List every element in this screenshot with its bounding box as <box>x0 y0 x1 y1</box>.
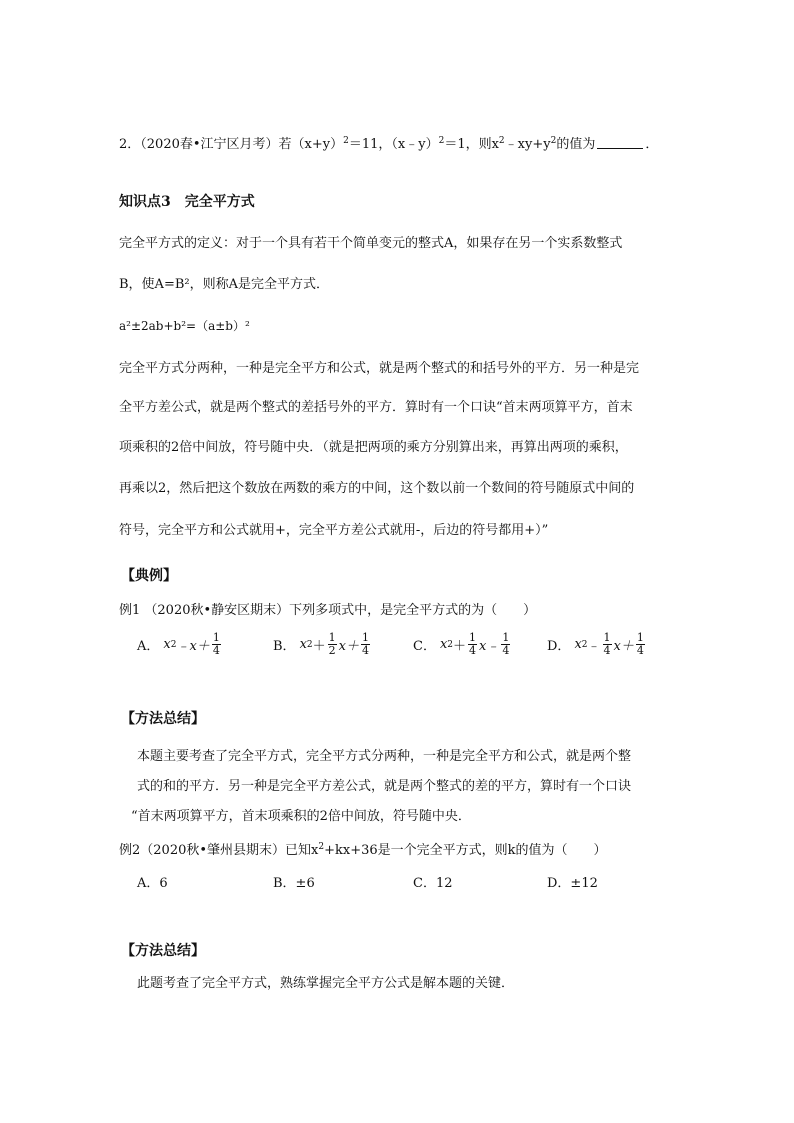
denominator: 4 <box>603 644 611 657</box>
fraction <box>468 632 477 657</box>
numerator: 1 <box>502 631 510 644</box>
option-label: C． <box>413 639 436 654</box>
exponent: 2 <box>550 136 557 146</box>
denominator: 4 <box>362 644 369 657</box>
denominator: 4 <box>469 644 477 657</box>
explanation-line: 再乘以2，然后把这个数放在两数的乘方的中间，这个数以前一个数间的符号随原式中间的 <box>119 481 635 496</box>
variable: x <box>299 637 307 652</box>
section-title: 知识点3 完全平方式 <box>119 194 255 210</box>
option-c: C． x 2 ＋ $\frac{1}{4}$ x﹣ $\frac{1}{4}$ <box>413 631 510 657</box>
denominator: 4 <box>502 644 510 657</box>
numerator: 1 <box>603 631 611 644</box>
option-a: A．6 <box>137 876 168 891</box>
examples-heading: 【典例】 <box>121 568 177 584</box>
expression: ＋ <box>312 639 326 654</box>
answer-blank <box>597 136 643 149</box>
stem-text: 例2（2020秋•肇州县期末）已知x <box>119 843 319 858</box>
summary-line: 本题主要考查了完全平方式，完全平方式分两种，一种是完全平方和公式，就是两个整 <box>137 749 632 764</box>
numerator: 1 <box>212 631 220 644</box>
variable: x <box>574 637 582 652</box>
expression: ＋ <box>453 639 467 654</box>
definition-line-2: B，使A=B²，则称A是完全平方式． <box>119 277 329 292</box>
exponent: 2 <box>438 136 445 146</box>
option-b: B． x 2 ＋ $\frac{1}{2}$ x＋ $\frac{1}{4}$ <box>273 631 369 657</box>
option-d: D． x 2 ﹣ $\frac{1}{4}$ x＋ $\frac{1}{4}$ <box>547 631 644 657</box>
explanation-line: 符号，完全平方和公式就用+，完全平方差公式就用-，后边的符号都用+）” <box>119 523 549 538</box>
option-label: D． <box>547 639 571 654</box>
summary-line: 此题考查了完全平方式，熟练掌握完全平方公式是解本题的关键． <box>137 976 515 991</box>
method-summary-heading: 【方法总结】 <box>121 943 205 959</box>
formula: a²±2ab+b²=（a±b）² <box>119 319 250 333</box>
question-2 <box>119 136 658 154</box>
expression: ﹣x＋ <box>176 639 210 654</box>
question-end: ． <box>645 137 659 152</box>
denominator: 4 <box>636 644 644 657</box>
fraction <box>501 632 510 657</box>
definition-line-1: 完全平方式的定义：对于一个具有若干个简单变元的整式A，如果存在另一个实系数整式 <box>119 236 623 251</box>
question-source: （2020春•江宁区月考） <box>140 137 279 152</box>
denominator: 2 <box>328 644 336 657</box>
question-number: 2． <box>119 137 141 152</box>
explanation-line: 项乘积的2倍中间放，符号随中央．（就是把两项的乘方分别算出来，再算出两项的乘积， <box>119 440 628 455</box>
expression: x﹣ <box>479 639 500 654</box>
numerator: 1 <box>469 631 477 644</box>
exponent: 2 <box>498 136 505 146</box>
fraction <box>361 632 370 657</box>
expression: ﹣ <box>587 639 601 654</box>
option-label: B． <box>273 639 296 654</box>
example-1-stem: 例1 （2020秋•静安区期末）下列多项式中，是完全平方式的为（ ） <box>119 603 537 618</box>
denominator: 4 <box>212 644 220 657</box>
question-text: 的值为 <box>556 137 596 152</box>
summary-line: “首末两项算平方，首末项乘积的2倍中间放，符号随中央． <box>131 809 471 824</box>
stem-text: +kx+36是一个完全平方式，则k的值为（ ） <box>324 843 607 858</box>
fraction <box>328 632 337 657</box>
numerator: 1 <box>328 631 336 644</box>
numerator: 1 <box>362 631 369 644</box>
variable: x <box>163 637 171 652</box>
option-a: A． x 2 ﹣x＋ $\frac{1}{4}$ <box>137 631 220 657</box>
question-text: ＝1，则x <box>444 137 499 152</box>
option-c: C．12 <box>413 876 453 891</box>
option-label: A． <box>137 639 160 654</box>
expression: x＋ <box>613 639 634 654</box>
explanation-line: 完全平方式分两种，一种是完全平方和公式，就是两个整式的和括号外的平方．另一种是完 <box>119 361 640 376</box>
fraction <box>636 632 645 657</box>
summary-line: 式的和的平方．另一种是完全平方差公式，就是两个整式的差的平方，算时有一个口诀 <box>137 779 632 794</box>
question-text: ﹣xy+y <box>504 137 551 152</box>
method-summary-heading: 【方法总结】 <box>121 711 205 727</box>
variable: x <box>439 637 448 652</box>
fraction <box>603 632 612 657</box>
expression: x＋ <box>338 639 359 654</box>
option-d: D．±12 <box>547 876 598 891</box>
fraction <box>212 632 221 657</box>
exponent: 2 <box>343 136 349 146</box>
explanation-line: 全平方差公式，就是两个整式的差括号外的平方．算时有一个口诀“首末两项算平方，首末 <box>119 400 633 415</box>
option-b: B．±6 <box>273 876 315 891</box>
example-2-stem <box>119 842 607 860</box>
question-text: 若（x+y） <box>278 137 344 152</box>
numerator: 1 <box>636 631 644 644</box>
question-text: ＝11，（x﹣y） <box>348 137 439 152</box>
exponent: 2 <box>318 842 325 852</box>
